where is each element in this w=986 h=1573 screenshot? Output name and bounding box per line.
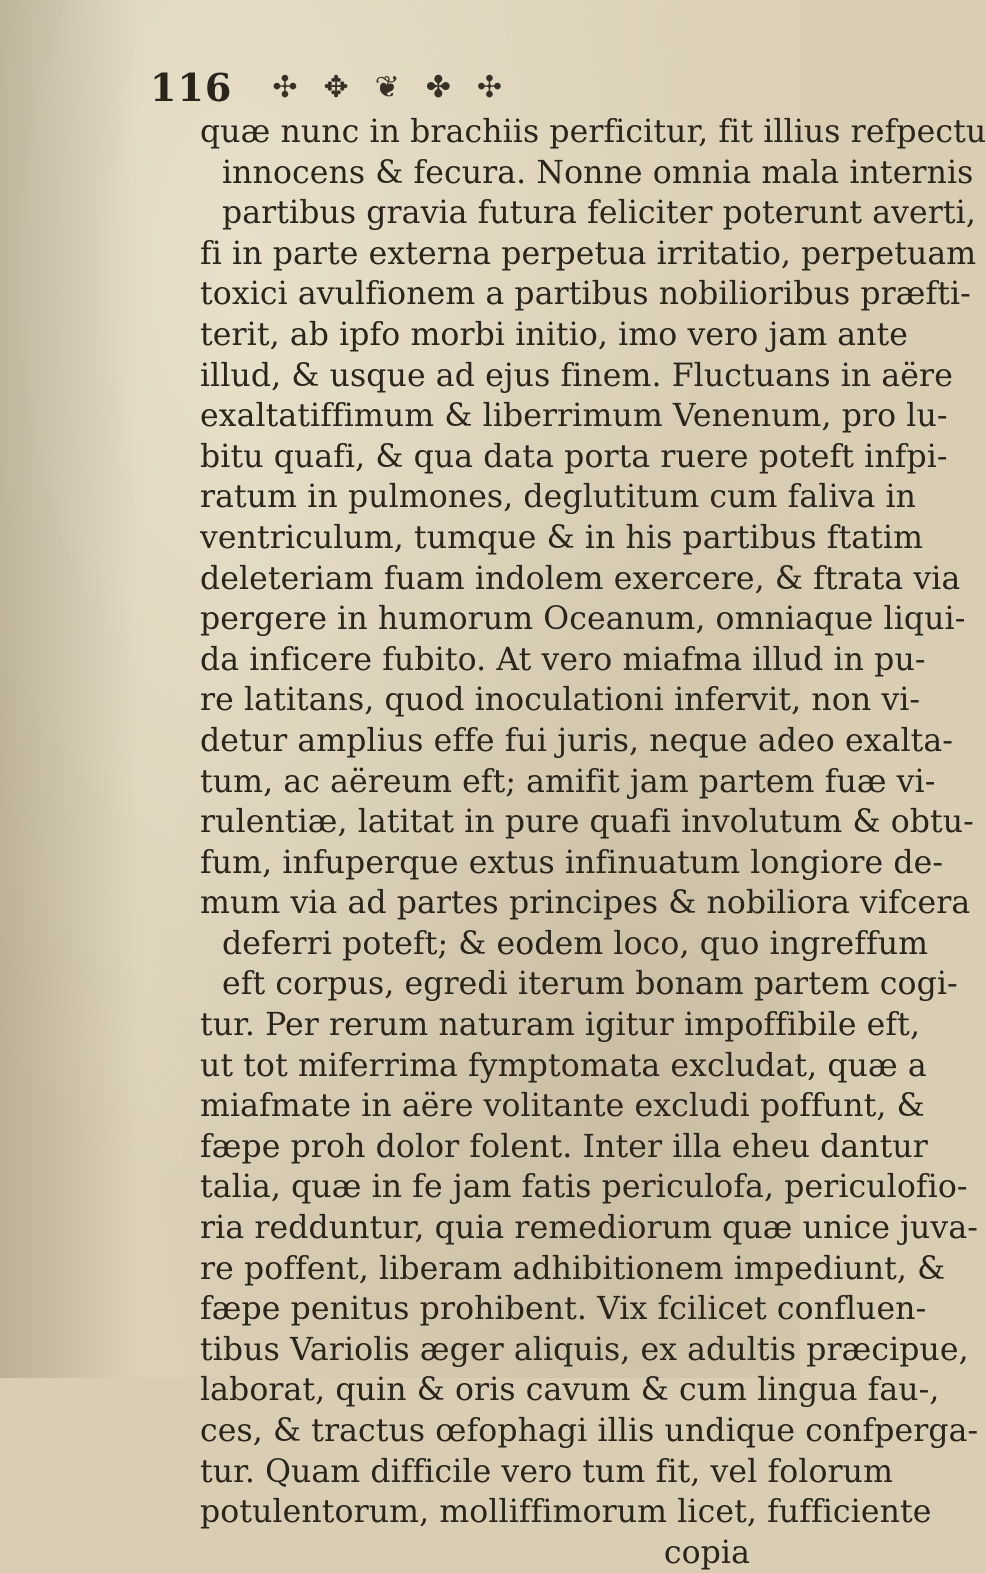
text-line: re latitans, quod inoculationi infervit, non vi-	[200, 682, 921, 719]
text-line: mum via ad partes principes & nobiliora vifcera	[200, 885, 971, 922]
text-line: tum, ac aëreum eft; amifit jam partem fuæ vi-	[200, 763, 936, 800]
text-line: pergere in humorum Oceanum, omniaque liqui-	[200, 601, 966, 638]
text-line: da inficere fubito. At vero miafma illud in pu-	[200, 641, 926, 678]
text-line: terit, ab ipfo morbi initio, imo vero jam ante	[200, 316, 909, 353]
text-line: talia, quæ in fe jam fatis periculofa, periculofio-	[200, 1169, 968, 1206]
page-gutter-shadow	[0, 0, 140, 1378]
text-line: tur. Quam difficile vero tum fit, vel folorum	[200, 1453, 894, 1490]
text-line: ria redduntur, quia remediorum quæ unice juva-	[200, 1210, 978, 1247]
page-number: 116	[150, 64, 233, 110]
text-line: illud, & usque ad ejus finem. Fluctuans in aëre	[200, 357, 953, 394]
ornament-flower-icon: ✣	[476, 69, 503, 105]
text-line: laborat, quin & oris cavum & cum lingua fau-,	[200, 1372, 940, 1409]
text-line: partibus gravia futura feliciter poterunt averti,	[222, 195, 976, 232]
text-line: fæpe penitus prohibent. Vix fcilicet confluen-	[200, 1291, 927, 1328]
text-line: deferri poteft; & eodem loco, quo ingreffum	[222, 925, 929, 962]
ornament-flower-icon: ✥	[323, 69, 349, 105]
text-line: ut tot miferrima fymptomata excludat, quæ a	[200, 1047, 927, 1084]
text-line: miafmate in aëre volitante excludi poffunt, &	[200, 1088, 925, 1125]
text-line: tibus Variolis æger aliquis, ex adultis præcipue,	[200, 1331, 969, 1368]
text-line: toxici avulfionem a partibus nobilioribus præfti-	[200, 276, 971, 313]
text-line: exaltatiffimum & liberrimum Venenum, pro lu-	[200, 398, 948, 435]
text-line: ventriculum, tumque & in his partibus ftatim	[200, 519, 924, 556]
text-line: rulentiæ, latitat in pure quafi involutum & obtu-	[200, 804, 974, 841]
page-header	[150, 62, 790, 112]
header-ornament	[272, 70, 502, 105]
ornament-flower-icon: ✤	[425, 69, 451, 105]
text-line: tur. Per rerum naturam igitur impoffibile eft,	[200, 1007, 921, 1044]
body-text	[200, 112, 986, 1573]
ornament-flower-icon: ❦	[374, 69, 400, 105]
text-line: quæ nunc in brachiis perficitur, fit illius refpectu	[200, 114, 986, 150]
text-line: deleteriam fuam indolem exercere, & ftrata via	[200, 560, 961, 597]
text-line: fum, infuperque extus infinuatum longiore de-	[200, 844, 944, 881]
text-line: fi in parte externa perpetua irritatio, perpetuam	[200, 235, 977, 272]
text-line: detur amplius effe fui juris, neque adeo exalta-	[200, 722, 954, 759]
ornament-flower-icon: ✣	[272, 69, 298, 105]
catchword: copia	[663, 1534, 750, 1571]
text-line: potulentorum, molliffimorum licet, fufficiente	[200, 1494, 932, 1531]
text-line: innocens & fecura. Nonne omnia mala internis	[222, 154, 974, 191]
text-line: fæpe proh dolor folent. Inter illa eheu dantur	[200, 1128, 928, 1165]
text-line: ratum in pulmones, deglutitum cum faliva in	[200, 479, 917, 516]
text-line: bitu quafi, & qua data porta ruere poteft infpi-	[200, 438, 948, 475]
text-line: re poffent, liberam adhibitionem impediunt, &	[200, 1250, 946, 1287]
text-line: eft corpus, egredi iterum bonam partem cogi-	[222, 966, 958, 1003]
text-line: ces, & tractus œfophagi illis undique confperga-	[200, 1413, 979, 1449]
